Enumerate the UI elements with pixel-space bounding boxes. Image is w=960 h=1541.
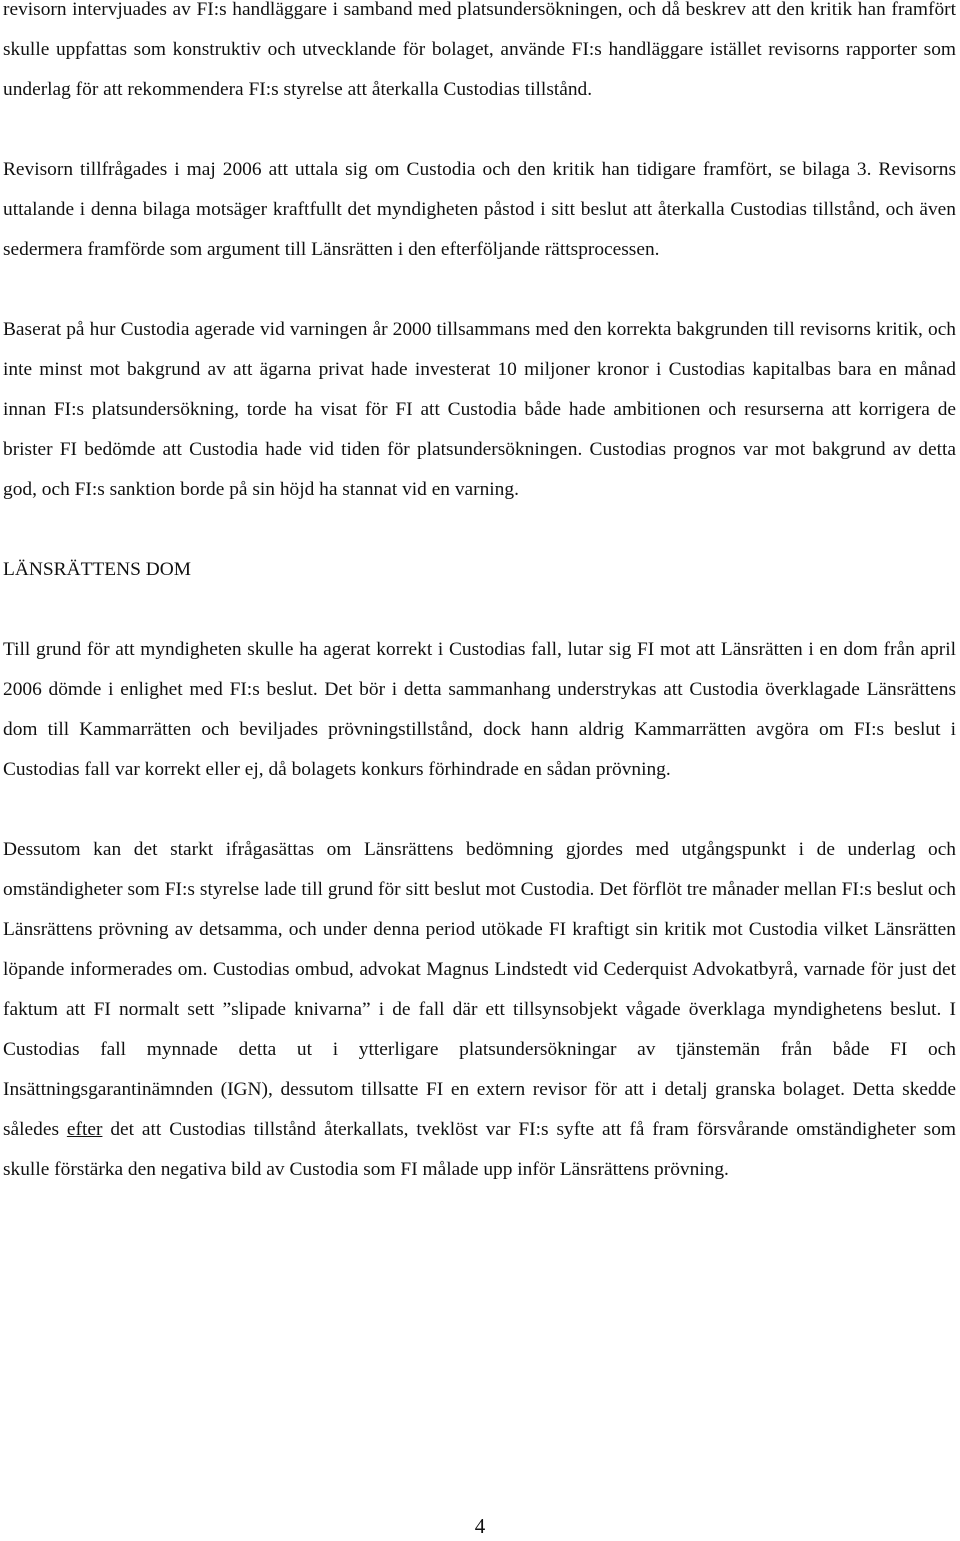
paragraph-custodia-prognosis: Baserat på hur Custodia agerade vid varningen år 2000 tillsammans med den korrekta bakgrunden till revisorns kritik, och inte minst mot bakgrund av att ägarna privat hade investerat 10 miljoner kronor i Custodias kapitalbas bara en månad innan FI:s platsundersökning, torde ha visat för FI att Custodia både hade ambitionen och resurserna att korrigera de brister FI bedömde att Custodia hade vid tiden för platsundersökningen. Custodias prognos var mot bakgrund av detta god, och FI:s sanktion borde på sin höjd ha stannat vid en varning. [3,319,956,500]
paragraph-spacer [3,790,956,830]
paragraph-spacer [3,510,956,550]
paragraph-text-part: det att Custodias tillstånd återkallats, tveklöst var FI:s syfte att få fram försvårande omständigheter som skulle förstärka den negativa bild av Custodia som FI målade upp inför Länsrättens prövning. [3,1119,956,1180]
paragraph-revisor-statement: Revisorn tillfrågades i maj 2006 att uttala sig om Custodia och den kritik han tidigare framfört, se bilaga 3. Revisorns uttalande i denna bilaga motsäger kraftfullt det myndigheten påstod i sitt beslut att återkalla Custodias tillstånd, och även sedermera framförde som argument till Länsrätten i den efterföljande rättsprocessen. [3,159,956,260]
page-number: 4 [474,1514,486,1538]
paragraph-revisor-interview: revisorn intervjuades av FI:s handläggare i samband med platsundersökningen, och då beskrev att den kritik han framfört skulle uppfattas som konstruktiv och utvecklande för bolaget, använde FI:s handläggare istället revisorns rapporter som underlag för att rekommendera FI:s styrelse att återkalla Custodias tillstånd. [3,0,956,100]
underlined-word: efter [66,1119,103,1140]
section-heading: LÄNSRÄTTENS DOM [3,559,191,580]
paragraph-lansratten-judgment: Till grund för att myndigheten skulle ha agerat korrekt i Custodias fall, lutar sig FI mot att Länsrätten i en dom från april 2006 dömde i enlighet med FI:s beslut. Det bör i detta sammanhang understrykas att Custodia överklagade Länsrättens dom till Kammarrätten och beviljades prövningstillstånd, dock hann aldrig Kammarrätten avgöra om FI:s beslut i Custodias fall var korrekt eller ej, då bolagets konkurs förhindrade en sådan prövning. [3,639,956,780]
paragraph-spacer [3,110,956,150]
paragraph-questioning-judgment [3,830,956,1190]
paragraph-spacer [3,590,956,630]
document-page [3,0,956,1190]
paragraph-text-part: Dessutom kan det starkt ifrågasättas om Länsrättens bedömning gjordes med utgångspunkt i de underlag och omständigheter som FI:s styrelse lade till grund för sitt beslut mot Custodia. Det förflöt tre månader mellan FI:s beslut och Länsrättens prövning av detsamma, och under denna period utökade FI kraftigt sin kritik mot Custodia vilket Länsrätten löpande informerades om. Custodias ombud, advokat Magnus Lindstedt vid Cederquist Advokatbyrå, varnade för just det faktum att FI normalt sett ”slipade knivarna” i de fall där ett tillsynsobjekt vågade överklaga myndighetens beslut. I Custodias fall mynnade detta ut i ytterligare platsundersökningar av tjänstemän från både FI och Insättningsgarantinämnden (IGN), dessutom tillsatte FI en extern revisor för att i detalj granska bolaget. Detta skedde således [3,839,956,1140]
paragraph-spacer [3,270,956,310]
